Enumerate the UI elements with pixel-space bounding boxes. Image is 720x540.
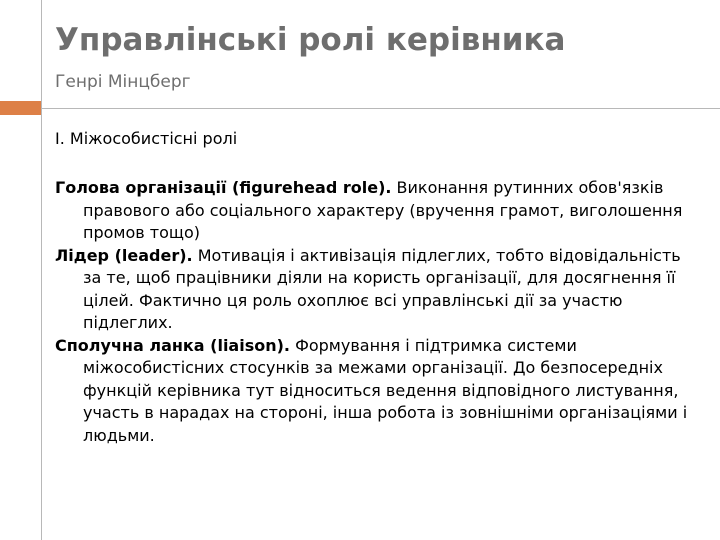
role-liaison xyxy=(55,335,695,448)
title-divider xyxy=(41,108,720,109)
role-description: Виконання рутинних обов'язків правового або соціального характеру (вручення грамот, виголошення промов тощо) xyxy=(83,178,683,242)
role-name: Лідер (leader). xyxy=(55,245,193,265)
left-vertical-rule xyxy=(41,0,42,540)
section-heading: І. Міжособистісні ролі xyxy=(55,129,238,148)
role-name: Голова організації (figurehead role). xyxy=(55,178,392,197)
role-description: Мотивація і активізація підлеглих, тобто відовідальність за те, щоб працівники діяли на користь організації, для досягнення її цілей. Фактично ця роль охоплює всі управлінські дії за участю підлеглих. xyxy=(83,245,681,332)
role-figurehead xyxy=(55,177,695,245)
role-leader xyxy=(55,245,695,335)
slide-subtitle: Генрі Мінцберг xyxy=(55,72,191,92)
role-description: Формування і підтримка системи міжособистісних стосунків за межами організації. До безпосередніх функцій керівника тут відноситься ведення відповідного листування, участь в нарадах на стороні, інша робота із зовнішніми організаціями і людьми. xyxy=(83,335,688,445)
accent-square xyxy=(0,101,41,115)
slide-content xyxy=(55,128,695,447)
role-name: Сполучна ланка (liaison). xyxy=(55,335,290,355)
slide-title: Управлінські ролі керівника xyxy=(55,22,566,58)
